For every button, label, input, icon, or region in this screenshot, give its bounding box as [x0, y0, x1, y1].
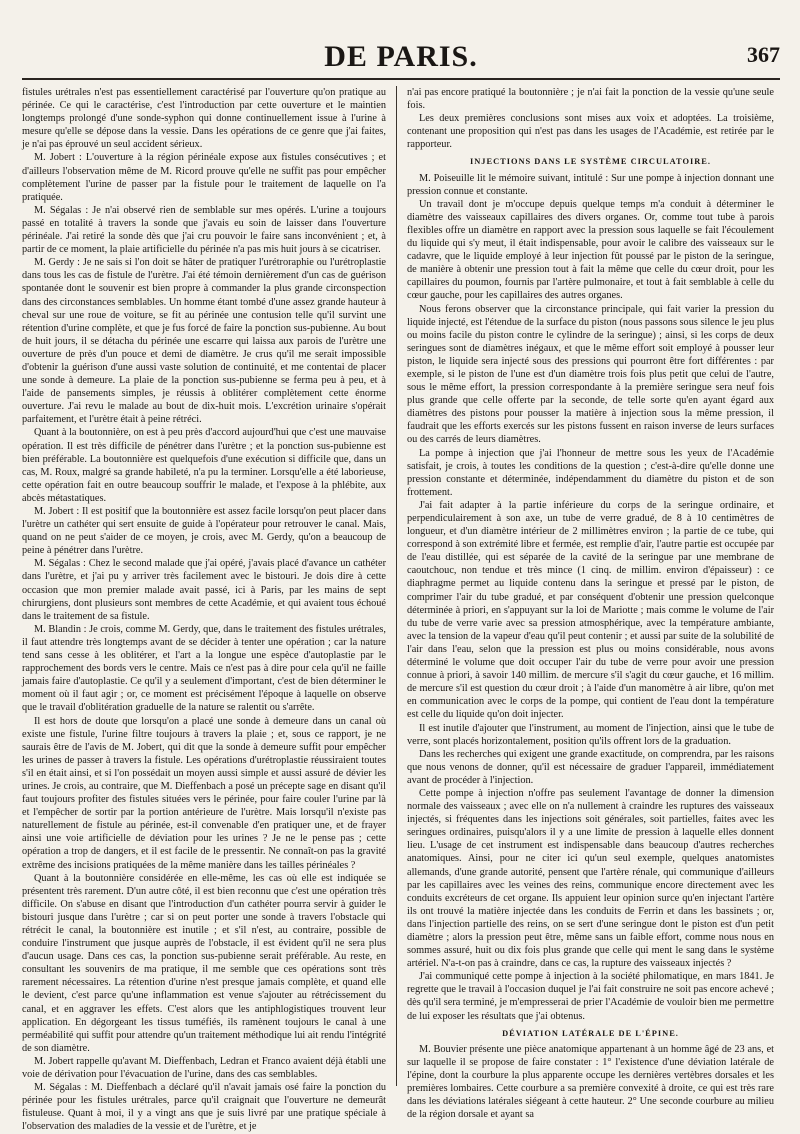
section-heading: DÉVIATION LATÉRALE DE L'ÉPINE.	[502, 1028, 679, 1038]
paragraph: Quant à la boutonnière, on est à peu près d'accord aujourd'hui que c'est une mauvaise opération. Il est très difficile de pénétrer dans l'urètre ; et la ponction sus-pubienne est bien préférable. La boutonnière est quelquefois d'une exécution si difficile que, dans un cas, M. Roux, malgré sa grande habileté, n'a pu la terminer. Lorsqu'elle a été laborieuse, cette opération fait en outre beaucoup souffrir le malade, et l'expose à la phlébite, aux abcès métastatiques.	[22, 427, 386, 504]
paragraph: J'ai communiqué cette pompe à injection à la société philomatique, en mars 1841. Je regrette que le travail à l'occasion duquel je l'ai fait construire ne soit pas encore achevé ; dès qu'il sera terminé, je m'empresserai de prier l'Académie de vouloir bien me permettre de lui exposer les résultats que j'ai obtenus.	[407, 971, 774, 1022]
paragraph: Il est inutile d'ajouter que l'instrument, au moment de l'injection, ainsi que le tube de verre, sont placés horizontalement, position qu'ils offrent lors de la graduation.	[407, 722, 774, 747]
paragraph: M. Ségalas : Je n'ai observé rien de semblable sur mes opérés. L'urine a toujours passé en totalité à travers la sonde que j'avais eu soin de laisser dans l'ouverture périnéale. J'ai retiré la sonde dès que j'ai cru pouvoir le faire sans inconvénient ; et, à partir de ce moment, la plaie artificielle du périnée n'a pas mis huit jours à se cicatriser.	[22, 204, 386, 256]
paragraph: M. Jobert : L'ouverture à la région périnéale expose aux fistules consécutives ; et d'ailleurs l'observation même de M. Ricord prouve qu'elle ne suffit pas pour empêcher complètement l'urine de passer par la fistule pour le traitement de laquelle on l'a pratiquée.	[22, 152, 386, 203]
right-column	[407, 86, 774, 1121]
header-rule	[22, 78, 780, 80]
paragraph: Il est hors de doute que lorsqu'on a placé une sonde à demeure dans un canal où existe une fistule, l'urine filtre toujours à travers la plaie ; et, sous ce rapport, je ne saurais être de l'avis de M. Jobert, qui dit que la sonde à demeure suffit pour empêcher les urines de passer à travers la fistule. Les opérations d'urétroplastie réussiraient toutes s'il en était ainsi, et si l'on possédait un moyen aussi simple et aussi assuré de dévier les urines. Je crois, au contraire, que M. Dieffenbach a posé un précepte sage en disant qu'il faut toujours profiter des fistules situées vers le périnée, pour faire couler l'urine par là et l'empêcher de sortir par la portion antérieure de l'urètre. Mais lorsqu'il n'existe pas naturellement de fistule au périnée, est-il convenable d'en pratiquer une, et de frayer ainsi une voie artificielle de déviation pour les urines ? Je ne le pense pas ; cette opération a trop de dangers, et il est facile de le pressentir. Ne connaît-on pas la gravité extrême des incisions pratiquées de la même manière dans les tailles périnéales ?	[22, 715, 386, 871]
paragraph: Un travail dont je m'occupe depuis quelque temps m'a conduit à déterminer le diamètre des vaisseaux capillaires des divers organes. Or, comme tout tube à parois flexibles offre un diamètre en rapport avec la pression sous laquelle se fait l'écoulement du liquide qui s'y meut, il était indispensable, pour avoir le calibre des vaisseaux sur le cadavre, que le liquide employé à leur injection fût poussé par le piston de la seringue, de manière à obtenir une pression tout à fait la même que celle du cœur droit, pour les capillaires du poumon, fournis par l'artère pulmonaire, et tout à fait semblable à celle du cœur gauche, pour les capillaires des autres organes.	[407, 198, 774, 302]
article-columns	[22, 86, 782, 1133]
left-column	[22, 86, 386, 1133]
section-heading: INJECTIONS DANS LE SYSTÈME CIRCULATOIRE.	[470, 157, 711, 167]
column-divider	[396, 86, 397, 1086]
paragraph: Les deux premières conclusions sont mises aux voix et adoptées. La troisième, contenant une proposition qui n'est pas dans les usages de l'Académie, est retirée par le rapporteur.	[407, 113, 774, 151]
paragraph: M. Ségalas : M. Dieffenbach a déclaré qu'il n'avait jamais osé faire la ponction du périnée pour les fistules urétrales, parce qu'il craignait que l'ouverture ne demeurât fistuleuse. Quant à moi, il y a vingt ans que je suis livré par une pratique spéciale à l'observation des maladies de la vessie et de l'urètre, et je	[22, 1082, 386, 1133]
paragraph: n'ai pas encore pratiqué la boutonnière ; je n'ai fait la ponction de la vessie qu'une seule fois.	[407, 87, 774, 112]
paragraph: M. Bouvier présente une pièce anatomique appartenant à un homme âgé de 23 ans, et sur laquelle il se propose de faire constater : 1° l'existence d'une déviation latérale de l'épine, dont la courbure la plus apparente occupe les dernières vertèbres dorsales et les premières lombaires. Cette courbure a sa première convexité à droite, ce qui est très rare dans les déviations latérales siégeant à cette hauteur. 2° Une seconde courbure au milieu de la région dorsale et ayant sa	[407, 1043, 774, 1121]
paragraph: M. Ségalas : Chez le second malade que j'ai opéré, j'avais placé d'avance un cathéter dans l'urètre, et j'ai pu y arriver très facilement avec le bistouri. Je dois dire à cette occasion que mon premier malade avait passé, ici à Paris, par les mains de sept chirurgiens, dont plusieurs sont membres de cette Académie, et qui avaient tous échoué dans le traitement de sa fistule.	[22, 558, 386, 622]
masthead	[22, 30, 780, 82]
paragraph: Quant à la boutonnière considérée en elle-même, les cas où elle est indiquée se présentent très rarement. D'un autre côté, il est bien reconnu que c'est une opération très difficile. On s'abuse en disant que l'introduction d'un cathéter pourra servir à guider le bistouri jusque dans l'urètre ; car si on peut porter une sonde à travers l'obstacle qui rétrécit le canal, la boutonnière est inutile ; et s'il n'est, au contraire, possible de conduire l'instrument que jusque auprès de l'obstacle, il est évident qu'il ne sera plus d'aucun usage. Dans ces cas, la ponction sus-pubienne serait préférable. Au reste, en consultant les souvenirs de ma pratique, il me semble que ces opérations sont très rarement nécessaires. La rétention d'urine n'est presque jamais complète, et quand elle le devient, c'est parce qu'une inflammation est venue s'ajouter au rétrécissement du canal, et en aggraver les effets. C'est alors que les antiphlogistiques trouvent leur application. En dégorgeant les tissus tuméfiés, ils ramènent toujours le canal à une perméabilité qui suffit pour attendre qu'un traitement méthodique lui ait rendu l'intégrité de son diamètre.	[22, 872, 386, 1054]
paragraph: M. Gerdy : Je ne sais si l'on doit se hâter de pratiquer l'urétroraphie ou l'urétroplastie dans tous les cas de fistule de l'urètre. J'ai été témoin dernièrement d'un cas de guérison spontanée dont le souvenir est bien propre à commander la plus grande circonspection dans des circonstances semblables. Un homme étant tombé d'une assez grande hauteur à cheval sur une roue de voiture, se fit au périnée une contusion telle qu'il survint une rétention d'urine complète, et que je fus forcé de faire la ponction sus-pubienne. Au bout de huit jours, il se détacha du périnée une escarre qui laissa aux parois de l'urètre une ouverture de près d'un pouce et demi de diamètre. Je crus qu'il me serait impossible d'obtenir la guérison d'une aussi vaste solution de continuité, et me contentai de placer une sonde à demeure. La plaie de la ponction sus-pubienne se ferma peu à peu, et à l'aide de pansements simples, je réussis à oblitérer complètement cette énorme ouverture. J'ai revu le malade au bout de dix-huit mois. L'excrétion urinaire s'opérait parfaitement, et l'urètre était à peine rétréci.	[22, 257, 386, 426]
paragraph: M. Jobert rappelle qu'avant M. Dieffenbach, Ledran et Franco avaient déjà établi une voie de dérivation pour l'évacuation de l'urine, dans des cas semblables.	[22, 1055, 386, 1081]
paragraph: M. Poiseuille lit le mémoire suivant, intitulé : Sur une pompe à injection donnant une pression connue et constante.	[407, 172, 774, 197]
paragraph: M. Blandin : Je crois, comme M. Gerdy, que, dans le traitement des fistules urétrales, il faut attendre très longtemps avant de se décider à tenter une opération ; car la nature tend sans cesse à les oblitérer, et l'art a la longue une espèce d'autoplastie par le rapprochement des bords vers le centre. Mais ce n'est pas à dire pour cela qu'il ne faille jamais faire d'autoplastie. Ce qu'il y a seulement d'important, c'est de bien déterminer le moment où il faut agir ; or, ce moment est précisément l'époque à laquelle on observe que le travail d'oblitération graduelle de la nature se ralentit ou s'arrête.	[22, 623, 386, 714]
paragraph: Dans les recherches qui exigent une grande exactitude, on comprendra, par les raisons que nous venons de donner, qu'il est nécessaire de graduer l'appareil, immédiatement avant de procéder à l'injection.	[407, 748, 774, 786]
paragraph: La pompe à injection que j'ai l'honneur de mettre sous les yeux de l'Académie satisfait, je crois, à toutes les conditions de la question ; c'est-à-dire qu'elle donne une pression constante et déterminée, indépendamment du diamètre du piston et de son frottement.	[407, 447, 774, 498]
page-number: 367	[747, 42, 780, 67]
paragraph: M. Jobert : Il est positif que la boutonnière est assez facile lorsqu'on peut placer dans l'urètre un cathéter qui sert ensuite de guide à l'opérateur pour retrouver le canal. Mais, quand on ne peut s'aider de ce moyen, je crois, avec M. Gerdy, qu'on a beaucoup de peine à pénétrer dans l'urètre.	[22, 506, 386, 557]
paragraph: J'ai fait adapter à la partie inférieure du corps de la seringue ordinaire, et perpendiculairement à son axe, un tube de verre gradué, de 8 à 10 centimètres de longueur, et d'un diamètre intérieur de 2 millimètres environ ; la partie de ce tube, qui correspond à son extrémité libre et fermée, est remplie d'air, l'autre partie est occupée par de l'eau distillée, qui est séparée de la cavité de la seringue par une membrane de caoutchouc, non tendue et très mince (1 cinq. de millim. environ d'épaisseur) : ce diaphragme permet au liquide contenu dans la seringue et pressé par le piston, de comprimer l'air du tube gradué, et par conséquent d'obtenir une pression quelconque déterminée à priori, en s'appuyant sur la loi de Mariotte ; mais comme le volume de l'air du tube de verre varie avec sa pression atmosphérique, avec la température ambiante, avec la tension de la vapeur d'eau qu'il peut contenir ; et aussi par suite de la solubilité de l'air dans l'eau, selon que la pression est plus ou moins considérable, nous avons déterminé le volume que doit occuper l'air du tube de verre pour avoir une pression connue à priori, à savoir 140 millim. de mercure s'il s'agit du cœur gauche, et 16 millim. de mercure s'il est question du cœur droit ; à l'aide d'un manomètre à air libre, qu'on met en communication avec le corps de la pompe, qui contient de l'eau dont la température est celle du liquide qu'on doit injecter.	[407, 499, 774, 721]
paragraph: Cette pompe à injection n'offre pas seulement l'avantage de donner la dimension normale des vaisseaux ; avec elle on n'a nullement à craindre les ruptures des vaisseaux injectés, si fréquentes dans les injections soit générales, soit partielles, faites avec les seringues ordinaires, puisqu'alors il y a une limite de pression à laquelle elles donnent lieu. L'usage de cet instrument est indispensable dans beaucoup d'autres recherches anatomiques. Ainsi, pour ne citer ici qu'un seul exemple, quelques anatomistes allemands, d'une grande autorité, pensent que l'artère rénale, qui communique d'ailleurs par les capillaires avec les veines des reins, communique encore directement avec les conduits excréteurs de cet organe. Ils appuient leur opinion surce qu'en injectant l'artère ils ont trouvé la matière injectée dans les conduits de Ferrin et dans les bassinets ; or, dans l'injection partielle des reins, on se sert d'une seringue dont le piston est d'un petit diamètre ; alors la pression peut être, même sans un faible effort, comme nous nous en sommes assuré, huit ou dix fois plus grande que celle qui ment le sang dans le système artériel. N'a-t-on pas à craindre, dans ce cas, la rupture des vaisseaux injectés ?	[407, 787, 774, 970]
page-title: DE PARIS.	[324, 40, 478, 73]
paragraph: fistules urétrales n'est pas essentiellement caractérisé par l'ouverture qu'on pratique au périnée. Ce qui le caractérise, c'est l'introduction par cette ouverture et le maintien longtemps prolongé d'une sonde-syphon qui donne continuellement issue à l'urine à mesure qu'elle se dépose dans la vessie. Dans les opérations de ce genre que j'ai faites, je n'ai pas éprouvé un seul accident sérieux.	[22, 87, 386, 151]
paragraph: Nous ferons observer que la circonstance principale, qui fait varier la pression du liquide injecté, est l'étendue de la surface du piston (nous passons sous silence le jeu plus ou moins facile du piston contre le cylindre de la seringue) ; ainsi, si les corps de deux seringues sont de diamètres inégaux, et que le même effort soit employé à pousser leur piston, le liquide sera injecté sous des pressions qui pourront être fort différentes : par exemple, si le piston de l'une est d'un diamètre trois fois plus petit que celui de l'autre, sous le même effort, la pression correspondante à la première seringue sera neuf fois plus grande que celle offerte par la seconde, de telle sorte qu'en ayant égard aux diamètres des pistons pour pousser la matière à injection sous la même pression, il faudrait que les efforts exercés sur les pistons fussent en raison inverse de leurs surfaces ou des carrés de leurs diamètres.	[407, 303, 774, 446]
